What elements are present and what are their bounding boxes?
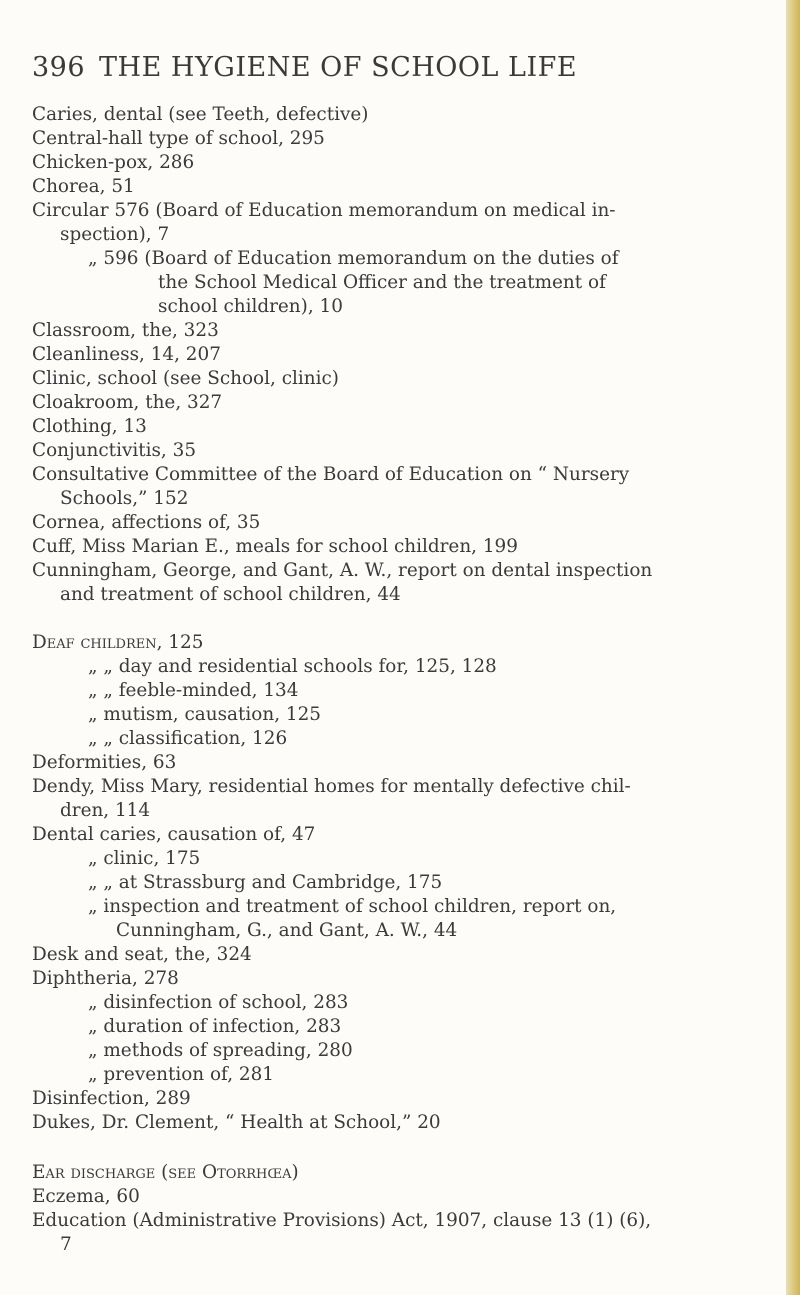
index-line: „ „ classification, 126 bbox=[88, 728, 288, 749]
index-line: and treatment of school children, 44 bbox=[60, 584, 401, 605]
index-line: Central-hall type of school, 295 bbox=[32, 128, 325, 149]
index-line: Conjunctivitis, 35 bbox=[32, 440, 197, 461]
index-line: Desk and seat, the, 324 bbox=[32, 944, 252, 965]
index-line: Dental caries, causation of, 47 bbox=[32, 824, 316, 845]
index-line: Cuff, Miss Marian E., meals for school children, 199 bbox=[32, 536, 518, 557]
index-line: the School Medical Officer and the treatment of bbox=[158, 272, 606, 293]
index-line: Cloakroom, the, 327 bbox=[32, 392, 223, 413]
index-line: „ disinfection of school, 283 bbox=[88, 992, 349, 1013]
index-line: Deformities, 63 bbox=[32, 752, 177, 773]
index-line: Caries, dental (see Teeth, defective) bbox=[32, 104, 369, 125]
index-line: Schools,” 152 bbox=[60, 488, 189, 509]
index-line: Ear discharge (see Otorrhœa) bbox=[32, 1162, 299, 1183]
index-line: „ inspection and treatment of school children, report on, bbox=[88, 896, 617, 917]
index-line: school children), 10 bbox=[158, 296, 343, 317]
page-edge bbox=[786, 0, 800, 1295]
index-line: „ „ day and residential schools for, 125, 128 bbox=[88, 656, 497, 677]
index-line: Consultative Committee of the Board of Education on “ Nursery bbox=[32, 464, 630, 485]
index-line: „ clinic, 175 bbox=[88, 848, 201, 869]
index-line: Diphtheria, 278 bbox=[32, 968, 179, 989]
index-line: Chorea, 51 bbox=[32, 176, 135, 197]
index-line: Deaf children, 125 bbox=[32, 632, 204, 653]
index-line: spection), 7 bbox=[60, 224, 170, 245]
index-line: „ mutism, causation, 125 bbox=[88, 704, 321, 725]
index-line: Dukes, Dr. Clement, “ Health at School,” 20 bbox=[32, 1112, 441, 1133]
index-line: „ methods of spreading, 280 bbox=[88, 1040, 353, 1061]
index-line: Cunningham, G., and Gant, A. W., 44 bbox=[116, 920, 458, 941]
index-line: Disinfection, 289 bbox=[32, 1088, 191, 1109]
index-line: Cornea, affections of, 35 bbox=[32, 512, 261, 533]
index-line: „ „ feeble-minded, 134 bbox=[88, 680, 299, 701]
index-line: Education (Administrative Provisions) Act, 1907, clause 13 (1) (6), bbox=[32, 1210, 652, 1231]
page-number: 396 bbox=[32, 52, 86, 83]
index-line: Dendy, Miss Mary, residential homes for mentally defective chil- bbox=[32, 776, 631, 797]
index-line: Classroom, the, 323 bbox=[32, 320, 219, 341]
index-line: Circular 576 (Board of Education memorandum on medical in- bbox=[32, 200, 616, 221]
index-line: Cleanliness, 14, 207 bbox=[32, 344, 221, 365]
index-line: dren, 114 bbox=[60, 800, 151, 821]
index-line: „ prevention of, 281 bbox=[88, 1064, 274, 1085]
running-title: THE HYGIENE OF SCHOOL LIFE bbox=[99, 52, 578, 83]
index-line: Clinic, school (see School, clinic) bbox=[32, 368, 339, 389]
index-line: „ „ at Strassburg and Cambridge, 175 bbox=[88, 872, 443, 893]
index-line: Eczema, 60 bbox=[32, 1186, 140, 1207]
index-line: Cunningham, George, and Gant, A. W., report on dental inspection bbox=[32, 560, 653, 581]
index-line: Chicken-pox, 286 bbox=[32, 152, 195, 173]
index-line: „ 596 (Board of Education memorandum on the duties of bbox=[88, 248, 619, 269]
page-header bbox=[32, 52, 577, 83]
index-line: „ duration of infection, 283 bbox=[88, 1016, 342, 1037]
index-line: 7 bbox=[60, 1234, 72, 1255]
index-line: Clothing, 13 bbox=[32, 416, 147, 437]
